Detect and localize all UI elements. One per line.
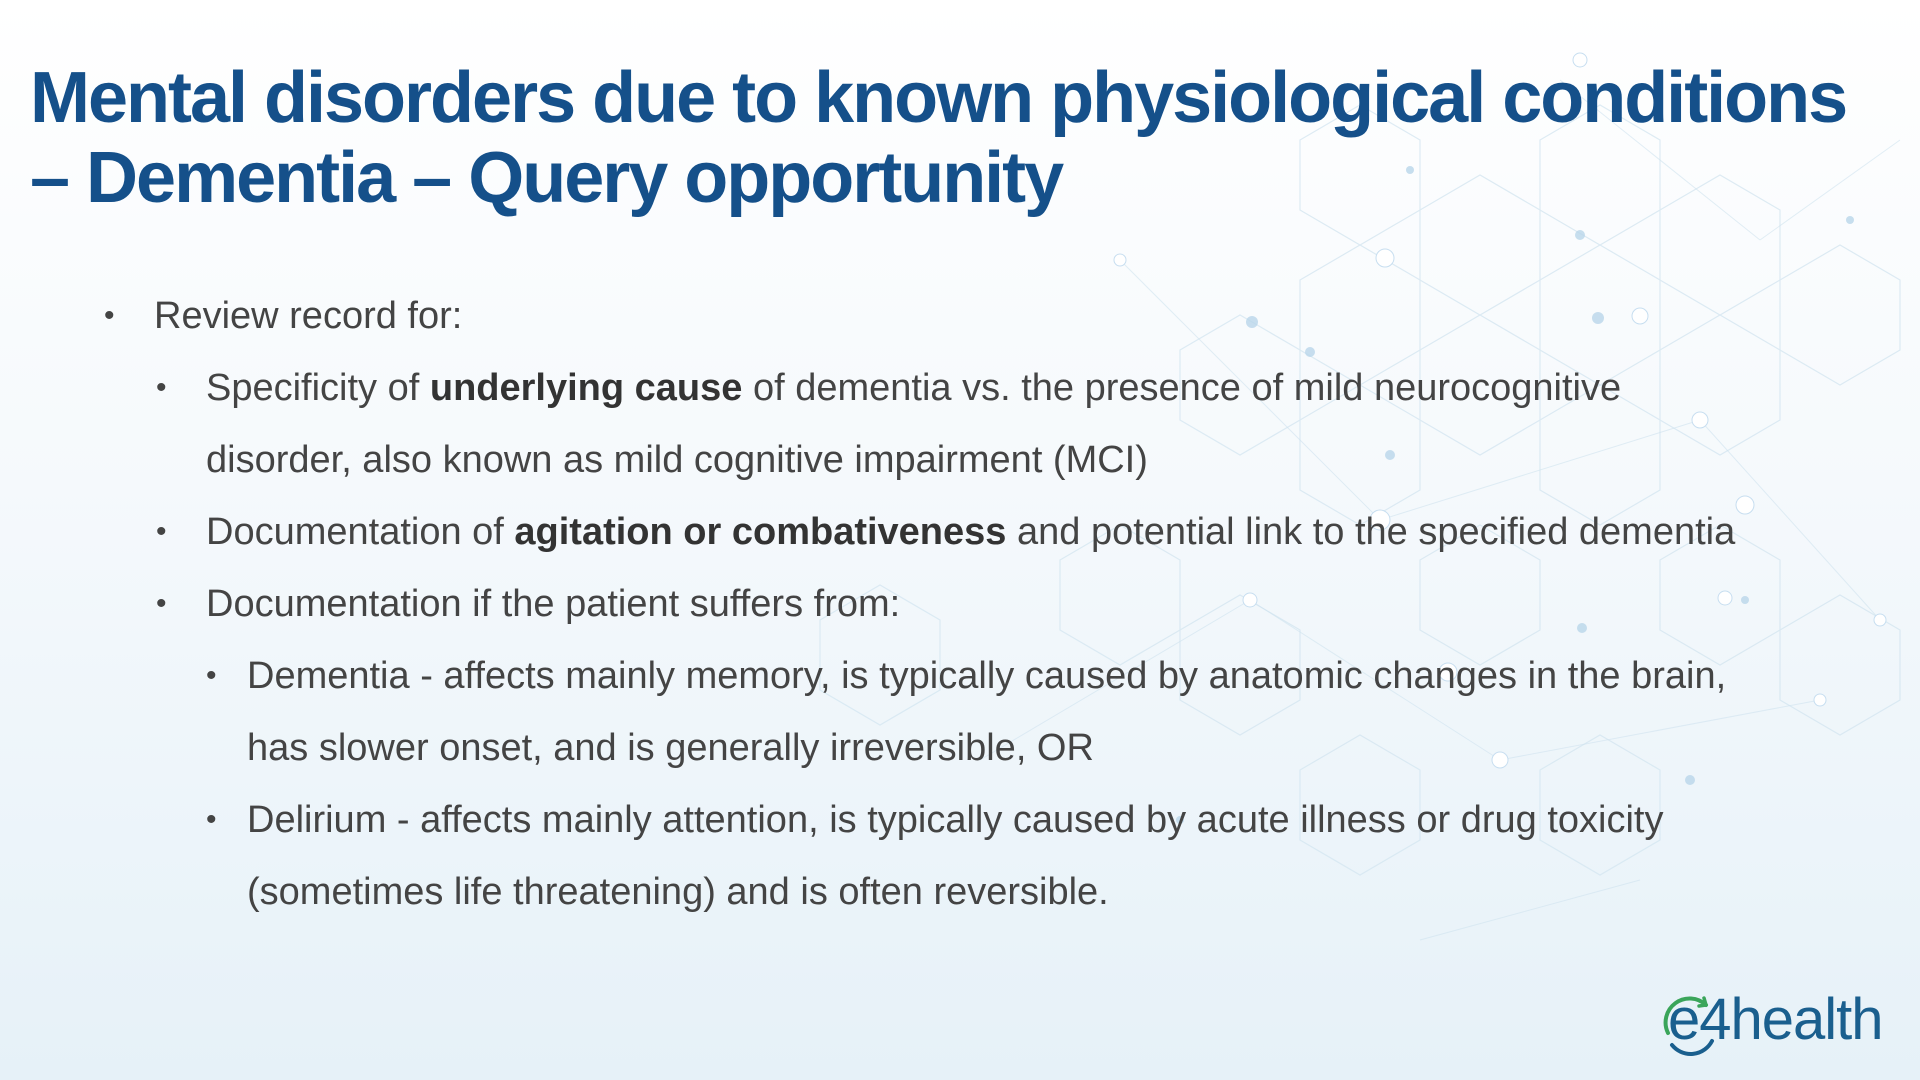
bullet-dot: •: [206, 803, 217, 836]
bullet-dot: •: [104, 299, 115, 332]
patient-suffers-text: Documentation if the patient suffers from:: [206, 583, 901, 625]
bullet-patient-suffers: [0, 568, 1746, 640]
agitation-prefix: Documentation of: [206, 511, 515, 553]
bullet-dot: •: [156, 515, 167, 548]
bullet-dot: •: [156, 371, 167, 404]
specificity-suffix: of dementia vs. the presence of mild neurocognitive disorder, also known as mild cognitive impairment (MCI): [206, 367, 1622, 481]
e4health-logo: [1668, 985, 1898, 1065]
bullet-agitation: [0, 496, 1746, 568]
bullet-review-record: [0, 280, 1854, 352]
review-heading-text: Review record for:: [154, 295, 463, 337]
slide-title-line-2: – Dementia – Query opportunity: [30, 138, 1063, 218]
slide-title-line-1: Mental disorders due to known physiological conditions: [30, 58, 1847, 138]
specificity-prefix: Specificity of: [206, 367, 430, 409]
delirium-text: Delirium - affects mainly attention, is typically caused by acute illness or drug toxicity (sometimes life threatening) and is often reversible.: [247, 799, 1664, 913]
bullet-dot: •: [156, 587, 167, 620]
bullet-dot: •: [206, 659, 217, 692]
specificity-bold: underlying cause: [429, 367, 743, 409]
agitation-bold: agitation or combativeness: [514, 511, 1007, 553]
subbullet-delirium: [0, 784, 1787, 928]
e4health-logo-text: e4health: [1668, 987, 1883, 1052]
dementia-text: Dementia - affects mainly memory, is typically caused by anatomic changes in the brain, has slower onset, and is generally irreversible, OR: [247, 655, 1727, 769]
bullet-specificity: [0, 352, 1746, 496]
subbullet-dementia: [0, 640, 1787, 784]
slide-title: [30, 58, 1900, 218]
slide-body: [0, 280, 1920, 928]
agitation-suffix: and potential link to the specified dementia: [1006, 511, 1736, 553]
